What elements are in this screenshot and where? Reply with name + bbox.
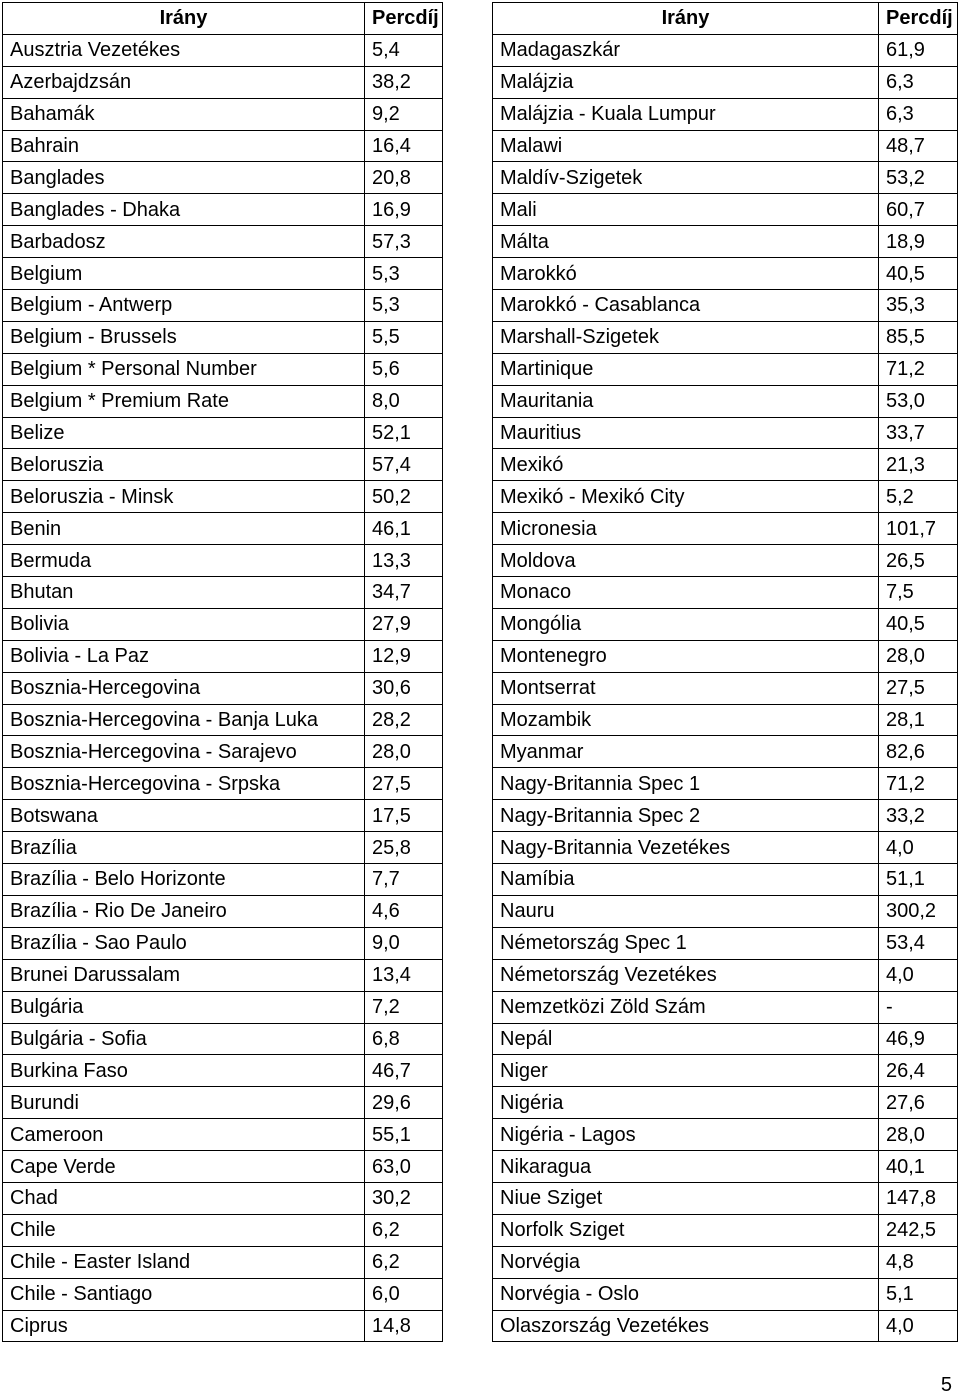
fee-cell: 60,7 (879, 194, 958, 226)
fee-cell: 9,0 (365, 927, 443, 959)
destination-cell: Myanmar (493, 736, 879, 768)
fee-cell: 13,4 (365, 959, 443, 991)
page-number: 5 (940, 1374, 952, 1396)
table-row (3, 832, 443, 864)
destination-cell: Bolivia - La Paz (3, 640, 365, 672)
destination-cell: Beloruszia - Minsk (3, 481, 365, 513)
fee-cell: 33,2 (879, 800, 958, 832)
fee-cell: 28,2 (365, 704, 443, 736)
table-row (493, 545, 958, 577)
rates-table-right (492, 2, 958, 1342)
table-row (493, 258, 958, 290)
destination-cell: Burkina Faso (3, 1055, 365, 1087)
fee-cell: 12,9 (365, 640, 443, 672)
destination-cell: Belgium - Antwerp (3, 290, 365, 322)
destination-cell: Brazília - Rio De Janeiro (3, 895, 365, 927)
fee-cell: 28,0 (365, 736, 443, 768)
fee-cell: 6,2 (365, 1214, 443, 1246)
table-row (3, 545, 443, 577)
fee-cell: - (879, 991, 958, 1023)
fee-cell: 4,6 (365, 895, 443, 927)
table-row (3, 1055, 443, 1087)
destination-cell: Chad (3, 1182, 365, 1214)
table-row (3, 704, 443, 736)
table-row (3, 449, 443, 481)
destination-cell: Mexikó - Mexikó City (493, 481, 879, 513)
table-row (493, 1310, 958, 1342)
table-row (493, 864, 958, 896)
table-row (3, 800, 443, 832)
destination-cell: Belgium * Premium Rate (3, 385, 365, 417)
fee-cell: 82,6 (879, 736, 958, 768)
table-row (493, 768, 958, 800)
table-row (493, 672, 958, 704)
destination-cell: Nagy-Britannia Vezetékes (493, 832, 879, 864)
fee-cell: 21,3 (879, 449, 958, 481)
table-row (3, 1023, 443, 1055)
destination-cell: Nemzetközi Zöld Szám (493, 991, 879, 1023)
fee-cell: 6,3 (879, 66, 958, 98)
table-row (493, 927, 958, 959)
table-row (493, 895, 958, 927)
destination-cell: Nigéria - Lagos (493, 1119, 879, 1151)
fee-cell: 71,2 (879, 768, 958, 800)
table-row (3, 258, 443, 290)
fee-cell: 38,2 (365, 66, 443, 98)
fee-cell: 46,9 (879, 1023, 958, 1055)
table-row (3, 927, 443, 959)
header-fee: Percdíj (365, 3, 443, 35)
fee-cell: 35,3 (879, 290, 958, 322)
table-row (493, 1055, 958, 1087)
table-row (3, 417, 443, 449)
fee-cell: 5,6 (365, 353, 443, 385)
table-row (493, 608, 958, 640)
destination-cell: Namíbia (493, 864, 879, 896)
destination-cell: Niue Sziget (493, 1182, 879, 1214)
table-row (493, 1151, 958, 1183)
table-row (3, 353, 443, 385)
destination-cell: Nigéria (493, 1087, 879, 1119)
destination-cell: Ausztria Vezetékes (3, 34, 365, 66)
table-row (493, 130, 958, 162)
destination-cell: Benin (3, 513, 365, 545)
fee-cell: 33,7 (879, 417, 958, 449)
table-row (493, 832, 958, 864)
destination-cell: Ciprus (3, 1310, 365, 1342)
destination-cell: Németország Spec 1 (493, 927, 879, 959)
table-row (3, 290, 443, 322)
table-row (3, 959, 443, 991)
destination-cell: Moldova (493, 545, 879, 577)
destination-cell: Mozambik (493, 704, 879, 736)
table-row (3, 1087, 443, 1119)
fee-cell: 29,6 (365, 1087, 443, 1119)
table-row (3, 1278, 443, 1310)
destination-cell: Montenegro (493, 640, 879, 672)
fee-cell: 5,3 (365, 258, 443, 290)
destination-cell: Marshall-Szigetek (493, 321, 879, 353)
table-row (3, 1214, 443, 1246)
table-row (3, 895, 443, 927)
destination-cell: Chile - Santiago (3, 1278, 365, 1310)
fee-cell: 57,3 (365, 226, 443, 258)
table-row (3, 481, 443, 513)
fee-cell: 101,7 (879, 513, 958, 545)
table-row (3, 1119, 443, 1151)
destination-cell: Bosznia-Hercegovina - Sarajevo (3, 736, 365, 768)
table-row (493, 34, 958, 66)
fee-cell: 55,1 (365, 1119, 443, 1151)
table-row (3, 640, 443, 672)
table-row (3, 736, 443, 768)
destination-cell: Maldív-Szigetek (493, 162, 879, 194)
table-row (493, 577, 958, 609)
fee-cell: 46,1 (365, 513, 443, 545)
header-row (3, 3, 443, 35)
table-row (493, 194, 958, 226)
table-row (3, 1151, 443, 1183)
table-row (493, 98, 958, 130)
fee-cell: 57,4 (365, 449, 443, 481)
destination-cell: Bhutan (3, 577, 365, 609)
fee-cell: 147,8 (879, 1182, 958, 1214)
destination-cell: Marokkó - Casablanca (493, 290, 879, 322)
destination-cell: Botswana (3, 800, 365, 832)
destination-cell: Brazília - Sao Paulo (3, 927, 365, 959)
table-row (493, 959, 958, 991)
destination-cell: Barbadosz (3, 226, 365, 258)
destination-cell: Norvégia - Oslo (493, 1278, 879, 1310)
fee-cell: 40,1 (879, 1151, 958, 1183)
table-row (3, 66, 443, 98)
destination-cell: Bosznia-Hercegovina - Banja Luka (3, 704, 365, 736)
fee-cell: 48,7 (879, 130, 958, 162)
table-row (493, 513, 958, 545)
destination-cell: Belgium - Brussels (3, 321, 365, 353)
destination-cell: Chile (3, 1214, 365, 1246)
header-fee: Percdíj (879, 3, 958, 35)
rates-table-left (2, 2, 443, 1342)
destination-cell: Bahamák (3, 98, 365, 130)
fee-cell: 46,7 (365, 1055, 443, 1087)
destination-cell: Brazília (3, 832, 365, 864)
destination-cell: Bulgária (3, 991, 365, 1023)
fee-cell: 53,4 (879, 927, 958, 959)
table-row (3, 672, 443, 704)
fee-cell: 71,2 (879, 353, 958, 385)
fee-cell: 85,5 (879, 321, 958, 353)
table-row (3, 864, 443, 896)
destination-cell: Nauru (493, 895, 879, 927)
fee-cell: 52,1 (365, 417, 443, 449)
table-row (493, 226, 958, 258)
fee-cell: 6,3 (879, 98, 958, 130)
fee-cell: 30,2 (365, 1182, 443, 1214)
destination-cell: Banglades (3, 162, 365, 194)
destination-cell: Mauritius (493, 417, 879, 449)
destination-cell: Madagaszkár (493, 34, 879, 66)
fee-cell: 14,8 (365, 1310, 443, 1342)
destination-cell: Mexikó (493, 449, 879, 481)
table-row (3, 513, 443, 545)
destination-cell: Micronesia (493, 513, 879, 545)
table-row (493, 1087, 958, 1119)
fee-cell: 17,5 (365, 800, 443, 832)
fee-cell: 7,5 (879, 577, 958, 609)
fee-cell: 300,2 (879, 895, 958, 927)
fee-cell: 13,3 (365, 545, 443, 577)
table-row (3, 130, 443, 162)
table-row (493, 1023, 958, 1055)
table-row (493, 1182, 958, 1214)
table-row (3, 1182, 443, 1214)
table-row (493, 449, 958, 481)
table-row (493, 353, 958, 385)
destination-cell: Malájzia (493, 66, 879, 98)
table-row (493, 481, 958, 513)
table-row (3, 385, 443, 417)
table-row (3, 991, 443, 1023)
destination-cell: Montserrat (493, 672, 879, 704)
fee-cell: 61,9 (879, 34, 958, 66)
destination-cell: Beloruszia (3, 449, 365, 481)
destination-cell: Brunei Darussalam (3, 959, 365, 991)
header-direction: Irány (493, 3, 879, 35)
table-row (3, 226, 443, 258)
destination-cell: Chile - Easter Island (3, 1246, 365, 1278)
table-row (493, 736, 958, 768)
fee-cell: 6,8 (365, 1023, 443, 1055)
table-row (493, 290, 958, 322)
destination-cell: Mauritania (493, 385, 879, 417)
table-row (3, 608, 443, 640)
table-row (3, 34, 443, 66)
fee-cell: 53,2 (879, 162, 958, 194)
fee-cell: 8,0 (365, 385, 443, 417)
fee-cell: 242,5 (879, 1214, 958, 1246)
destination-cell: Cameroon (3, 1119, 365, 1151)
fee-cell: 40,5 (879, 258, 958, 290)
fee-cell: 40,5 (879, 608, 958, 640)
fee-cell: 5,4 (365, 34, 443, 66)
table-row (493, 66, 958, 98)
fee-cell: 5,2 (879, 481, 958, 513)
header-row (493, 3, 958, 35)
destination-cell: Bosznia-Hercegovina - Srpska (3, 768, 365, 800)
fee-cell: 27,5 (879, 672, 958, 704)
destination-cell: Marokkó (493, 258, 879, 290)
table-row (3, 768, 443, 800)
destination-cell: Banglades - Dhaka (3, 194, 365, 226)
destination-cell: Bermuda (3, 545, 365, 577)
fee-cell: 16,9 (365, 194, 443, 226)
table-row (493, 321, 958, 353)
destination-cell: Burundi (3, 1087, 365, 1119)
destination-cell: Norfolk Sziget (493, 1214, 879, 1246)
destination-cell: Nikaragua (493, 1151, 879, 1183)
destination-cell: Németország Vezetékes (493, 959, 879, 991)
fee-cell: 51,1 (879, 864, 958, 896)
table-row (493, 162, 958, 194)
destination-cell: Martinique (493, 353, 879, 385)
fee-cell: 27,5 (365, 768, 443, 800)
fee-cell: 6,2 (365, 1246, 443, 1278)
table-row (493, 1246, 958, 1278)
fee-cell: 53,0 (879, 385, 958, 417)
fee-cell: 4,0 (879, 959, 958, 991)
header-direction: Irány (3, 3, 365, 35)
table-row (3, 1246, 443, 1278)
fee-cell: 50,2 (365, 481, 443, 513)
fee-cell: 4,8 (879, 1246, 958, 1278)
destination-cell: Nepál (493, 1023, 879, 1055)
fee-cell: 18,9 (879, 226, 958, 258)
destination-cell: Bosznia-Hercegovina (3, 672, 365, 704)
fee-cell: 63,0 (365, 1151, 443, 1183)
fee-cell: 28,0 (879, 1119, 958, 1151)
fee-cell: 16,4 (365, 130, 443, 162)
table-row (493, 385, 958, 417)
fee-cell: 5,3 (365, 290, 443, 322)
destination-cell: Málta (493, 226, 879, 258)
fee-cell: 7,2 (365, 991, 443, 1023)
fee-cell: 5,5 (365, 321, 443, 353)
destination-cell: Norvégia (493, 1246, 879, 1278)
table-row (3, 1310, 443, 1342)
table-row (3, 194, 443, 226)
table-row (3, 162, 443, 194)
fee-cell: 6,0 (365, 1278, 443, 1310)
table-row (493, 1119, 958, 1151)
table-row (493, 1214, 958, 1246)
fee-cell: 4,0 (879, 832, 958, 864)
destination-cell: Bulgária - Sofia (3, 1023, 365, 1055)
fee-cell: 30,6 (365, 672, 443, 704)
destination-cell: Nagy-Britannia Spec 2 (493, 800, 879, 832)
fee-cell: 4,0 (879, 1310, 958, 1342)
destination-cell: Mongólia (493, 608, 879, 640)
fee-cell: 25,8 (365, 832, 443, 864)
fee-cell: 9,2 (365, 98, 443, 130)
destination-cell: Nagy-Britannia Spec 1 (493, 768, 879, 800)
destination-cell: Cape Verde (3, 1151, 365, 1183)
table-row (493, 800, 958, 832)
fee-cell: 28,0 (879, 640, 958, 672)
table-row (3, 321, 443, 353)
destination-cell: Monaco (493, 577, 879, 609)
table-row (493, 417, 958, 449)
fee-cell: 28,1 (879, 704, 958, 736)
fee-cell: 20,8 (365, 162, 443, 194)
destination-cell: Belize (3, 417, 365, 449)
fee-cell: 34,7 (365, 577, 443, 609)
table-row (493, 991, 958, 1023)
destination-cell: Olaszország Vezetékes (493, 1310, 879, 1342)
table-row (493, 704, 958, 736)
fee-cell: 27,6 (879, 1087, 958, 1119)
fee-cell: 26,4 (879, 1055, 958, 1087)
destination-cell: Bolivia (3, 608, 365, 640)
fee-cell: 7,7 (365, 864, 443, 896)
destination-cell: Malájzia - Kuala Lumpur (493, 98, 879, 130)
destination-cell: Mali (493, 194, 879, 226)
destination-cell: Belgium * Personal Number (3, 353, 365, 385)
destination-cell: Malawi (493, 130, 879, 162)
fee-cell: 27,9 (365, 608, 443, 640)
destination-cell: Belgium (3, 258, 365, 290)
destination-cell: Brazília - Belo Horizonte (3, 864, 365, 896)
table-row (493, 1278, 958, 1310)
table-row (3, 577, 443, 609)
table-row (3, 98, 443, 130)
fee-cell: 5,1 (879, 1278, 958, 1310)
destination-cell: Azerbajdzsán (3, 66, 365, 98)
destination-cell: Niger (493, 1055, 879, 1087)
fee-cell: 26,5 (879, 545, 958, 577)
table-row (493, 640, 958, 672)
destination-cell: Bahrain (3, 130, 365, 162)
